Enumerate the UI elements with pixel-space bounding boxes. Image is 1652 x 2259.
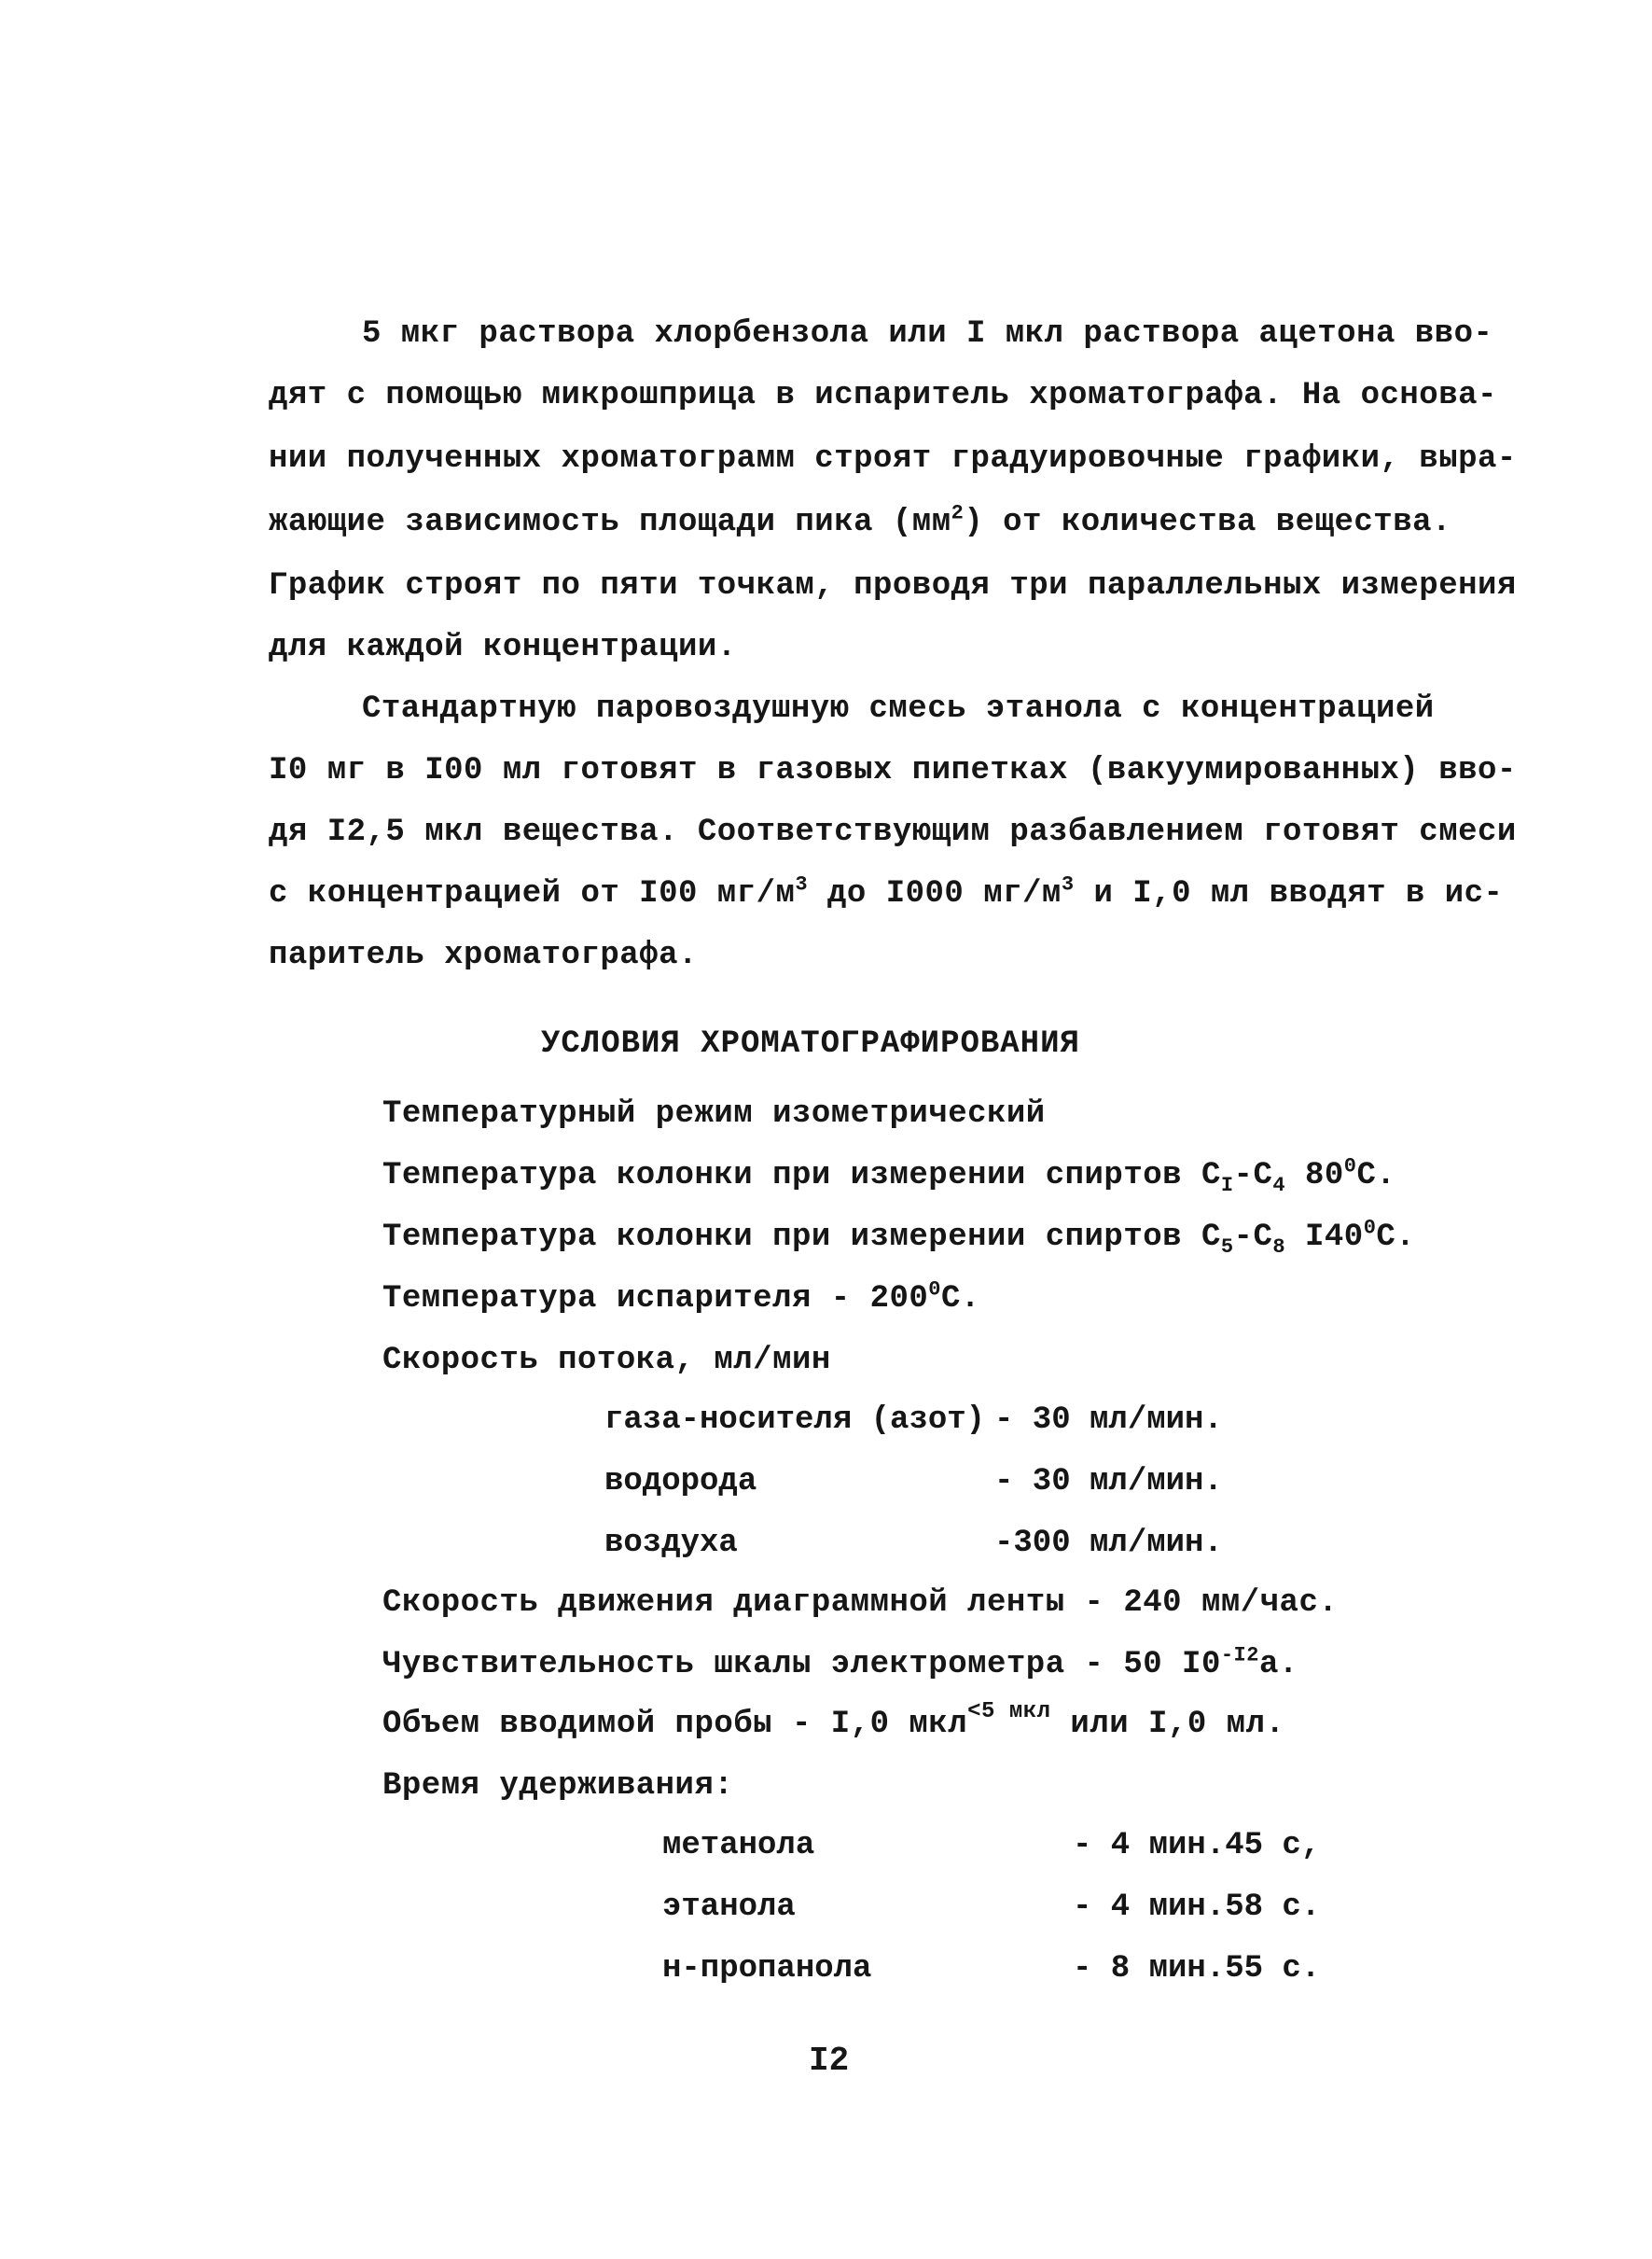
section-heading: УСЛОВИЯ ХРОМАТОГРАФИРОВАНИЯ <box>541 1026 1080 1062</box>
retention-title: Время удерживания: <box>382 1768 734 1804</box>
para1-line-4-end: ) от количества вещества. <box>964 505 1451 540</box>
para2-line-4-a: с концентрацией от I00 мг/м <box>269 876 796 912</box>
evaporator-temp-text: Температура испарителя - 200 <box>382 1281 929 1317</box>
para2-line-3: дя I2,5 мкл вещества. Соответствующим разбавлением готовят смеси <box>269 815 1517 850</box>
sensitivity-text: Чувствительность шкалы электрометра - 50 I0 <box>382 1647 1221 1682</box>
flow-name-hydrogen: водорода <box>604 1464 757 1499</box>
m3-sup-2: 3 <box>1061 872 1075 897</box>
column-temp-1-mid: -С <box>1233 1158 1273 1193</box>
para1-line-4-text: жающие зависимость площади пика (мм <box>269 505 951 540</box>
degree-sup-3: 0 <box>928 1277 941 1302</box>
m3-sup-1: 3 <box>795 872 809 897</box>
column-temp-2-value: I40 <box>1285 1220 1364 1255</box>
retention-value-propanol: - 8 мин.55 с. <box>1073 1951 1321 1987</box>
column-temp-1-sub2: 4 <box>1272 1173 1286 1197</box>
para2-line-1: Стандартную паровоздушную смесь этанола с концентрацией <box>362 691 1435 727</box>
retention-value-ethanol: - 4 мин.58 с. <box>1073 1889 1321 1925</box>
para2-line-4-b: до I000 мг/м <box>808 876 1062 912</box>
mm-square-sup: 2 <box>951 501 965 525</box>
sensitivity-exponent: -I2 <box>1220 1643 1259 1667</box>
para1-line-4 <box>269 501 1451 541</box>
para2-line-4 <box>269 872 1504 913</box>
para2-line-4-c: и I,0 мл вводят в ис- <box>1074 876 1504 912</box>
flow-title: Скорость потока, мл/мин <box>382 1343 831 1378</box>
flow-value-air: -300 мл/мин. <box>994 1526 1223 1561</box>
sensitivity-unit: а. <box>1258 1647 1298 1682</box>
degree-sup-1: 0 <box>1343 1154 1357 1178</box>
column-temp-2-sub1: 5 <box>1220 1234 1234 1259</box>
column-temp-2-mid: -С <box>1233 1220 1273 1255</box>
column-temp-1-value: 80 <box>1285 1158 1344 1193</box>
evaporator-temp-unit: С. <box>941 1281 980 1317</box>
sample-note: <5 мкл <box>967 1699 1051 1724</box>
retention-value-methanol: - 4 мин.45 с, <box>1073 1828 1321 1863</box>
flow-value-hydrogen: - 30 мл/мин. <box>994 1464 1223 1499</box>
retention-name-propanol: н-пропанола <box>662 1951 872 1987</box>
sample-volume-text: Объем вводимой пробы - I,0 мкл <box>382 1707 968 1742</box>
para2-line-2: I0 мг в I00 мл готовят в газовых пипетках (вакуумированных) вво- <box>269 753 1517 788</box>
para1-line-2: дят с помощью микрошприца в испаритель хроматографа. На основа- <box>269 378 1497 413</box>
para2-line-5: паритель хроматографа. <box>269 938 698 973</box>
para1-line-3: нии полученных хроматограмм строят градуировочные графики, выра- <box>269 441 1517 477</box>
column-temp-1-sub1: I <box>1220 1173 1234 1197</box>
para1-line-6: для каждой концентрации. <box>269 630 737 665</box>
sample-volume-end: или I,0 мл. <box>1050 1707 1285 1742</box>
retention-name-methanol: метанола <box>662 1828 815 1863</box>
para1-line-5: График строят по пяти точкам, проводя три параллельных измерения <box>269 568 1517 604</box>
flow-value-carrier: - 30 мл/мин. <box>994 1402 1223 1438</box>
column-temp-1-text: Температура колонки при измерении спиртов С <box>382 1158 1221 1193</box>
evaporator-temp <box>382 1277 980 1318</box>
column-temp-1 <box>382 1154 1396 1197</box>
flow-name-air: воздуха <box>604 1526 738 1561</box>
degree-sup-2: 0 <box>1363 1216 1377 1240</box>
column-temp-1-unit: С. <box>1356 1158 1396 1193</box>
column-temp-2 <box>382 1216 1416 1259</box>
temp-mode: Температурный режим изометрический <box>382 1096 1046 1132</box>
flow-name-carrier: газа-носителя (азот) <box>604 1402 986 1438</box>
chart-speed: Скорость движения диаграммной ленты - 240 мм/час. <box>382 1585 1339 1621</box>
para1-line-1: 5 мкг раствора хлорбензола или I мкл раствора ацетона вво- <box>362 316 1493 352</box>
column-temp-2-text: Температура колонки при измерении спиртов С <box>382 1220 1221 1255</box>
column-temp-2-unit: С. <box>1376 1220 1416 1255</box>
sample-note-text: 5 мкл <box>981 1699 1051 1724</box>
page-number: I2 <box>809 2042 850 2080</box>
column-temp-2-sub2: 8 <box>1272 1234 1286 1259</box>
sample-volume <box>382 1699 1285 1746</box>
retention-name-ethanol: этанола <box>662 1889 796 1925</box>
sensitivity <box>382 1643 1298 1683</box>
